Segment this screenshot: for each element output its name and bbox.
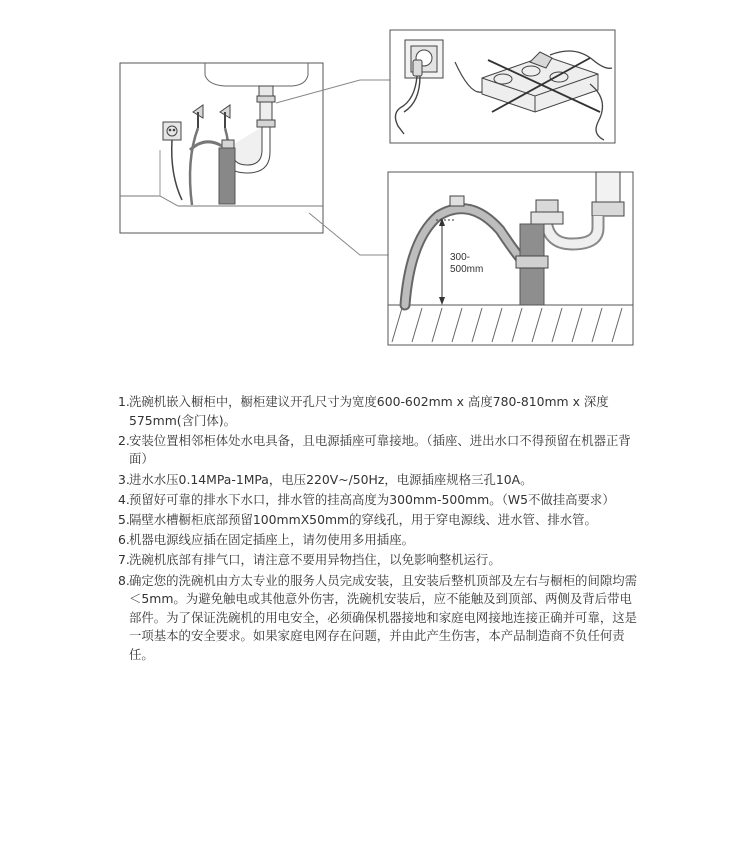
note-number: 7. xyxy=(118,552,130,568)
note-number: 8. xyxy=(118,572,130,588)
note-item xyxy=(118,531,638,550)
note-number: 4. xyxy=(118,491,130,507)
installation-diagram xyxy=(0,0,750,380)
note-number: 6. xyxy=(118,532,130,548)
note-item xyxy=(118,551,638,570)
cabinet-sink-illustration xyxy=(120,63,390,255)
note-item xyxy=(118,572,638,665)
installation-notes xyxy=(118,393,638,666)
socket-detail-illustration xyxy=(390,30,615,143)
note-number: 1. xyxy=(118,394,130,409)
note-item xyxy=(118,511,638,530)
note-text: 安装位置相邻柜体处水电具备，且电源插座可靠接地。（插座、进出水口不得预留在机器正背面） xyxy=(129,432,631,467)
note-item xyxy=(118,393,638,430)
note-text: 洗碗机底部有排气口，请注意不要用异物挡住，以免影响整机运行。 xyxy=(129,552,501,568)
note-text: 机器电源线应插在固定插座上，请勿使用多用插座。 xyxy=(129,532,414,548)
note-text: 确定您的洗碗机由方太专业的服务人员完成安装，且安装后整机顶部及左右与橱柜的间隙均需＜5mm。为避免触电或其他意外伤害，洗碗机安装后，应不能触及到顶部、两侧及背后带电部件。为了保证洗碗机的用电安全，必须确保机器接地和家庭电网接地连接正确并可靠，这是一项基本的安全要求。如果家庭电网存在问题，并由此产生伤害，本产品制造商不负任何责任。 xyxy=(129,572,638,662)
note-text: 进水水压0.14MPa-1MPa，电压220V~/50Hz，电源插座规格三孔10A。 xyxy=(129,471,533,487)
drain-hose-height-illustration xyxy=(388,172,633,345)
note-text: 洗碗机嵌入橱柜中，橱柜建议开孔尺寸为宽度600-602mm x 高度780-810mm x 深度575mm(含门体)。 xyxy=(129,394,609,428)
height-label-bottom: 500mm xyxy=(450,264,484,275)
note-item xyxy=(118,471,638,490)
note-text: 隔壁水槽橱柜底部预留100mmX50mm的穿线孔，用于穿电源线、进水管、排水管。 xyxy=(129,511,597,527)
note-number: 3. xyxy=(118,471,130,487)
note-text: 预留好可靠的排水下水口，排水管的挂高高度为300mm-500mm。（W5不做挂高要求） xyxy=(129,491,615,507)
note-item xyxy=(118,432,638,469)
height-label-top: 300- xyxy=(450,252,471,263)
note-item xyxy=(118,491,638,510)
note-number: 2. xyxy=(118,432,130,448)
note-number: 5. xyxy=(118,511,130,527)
